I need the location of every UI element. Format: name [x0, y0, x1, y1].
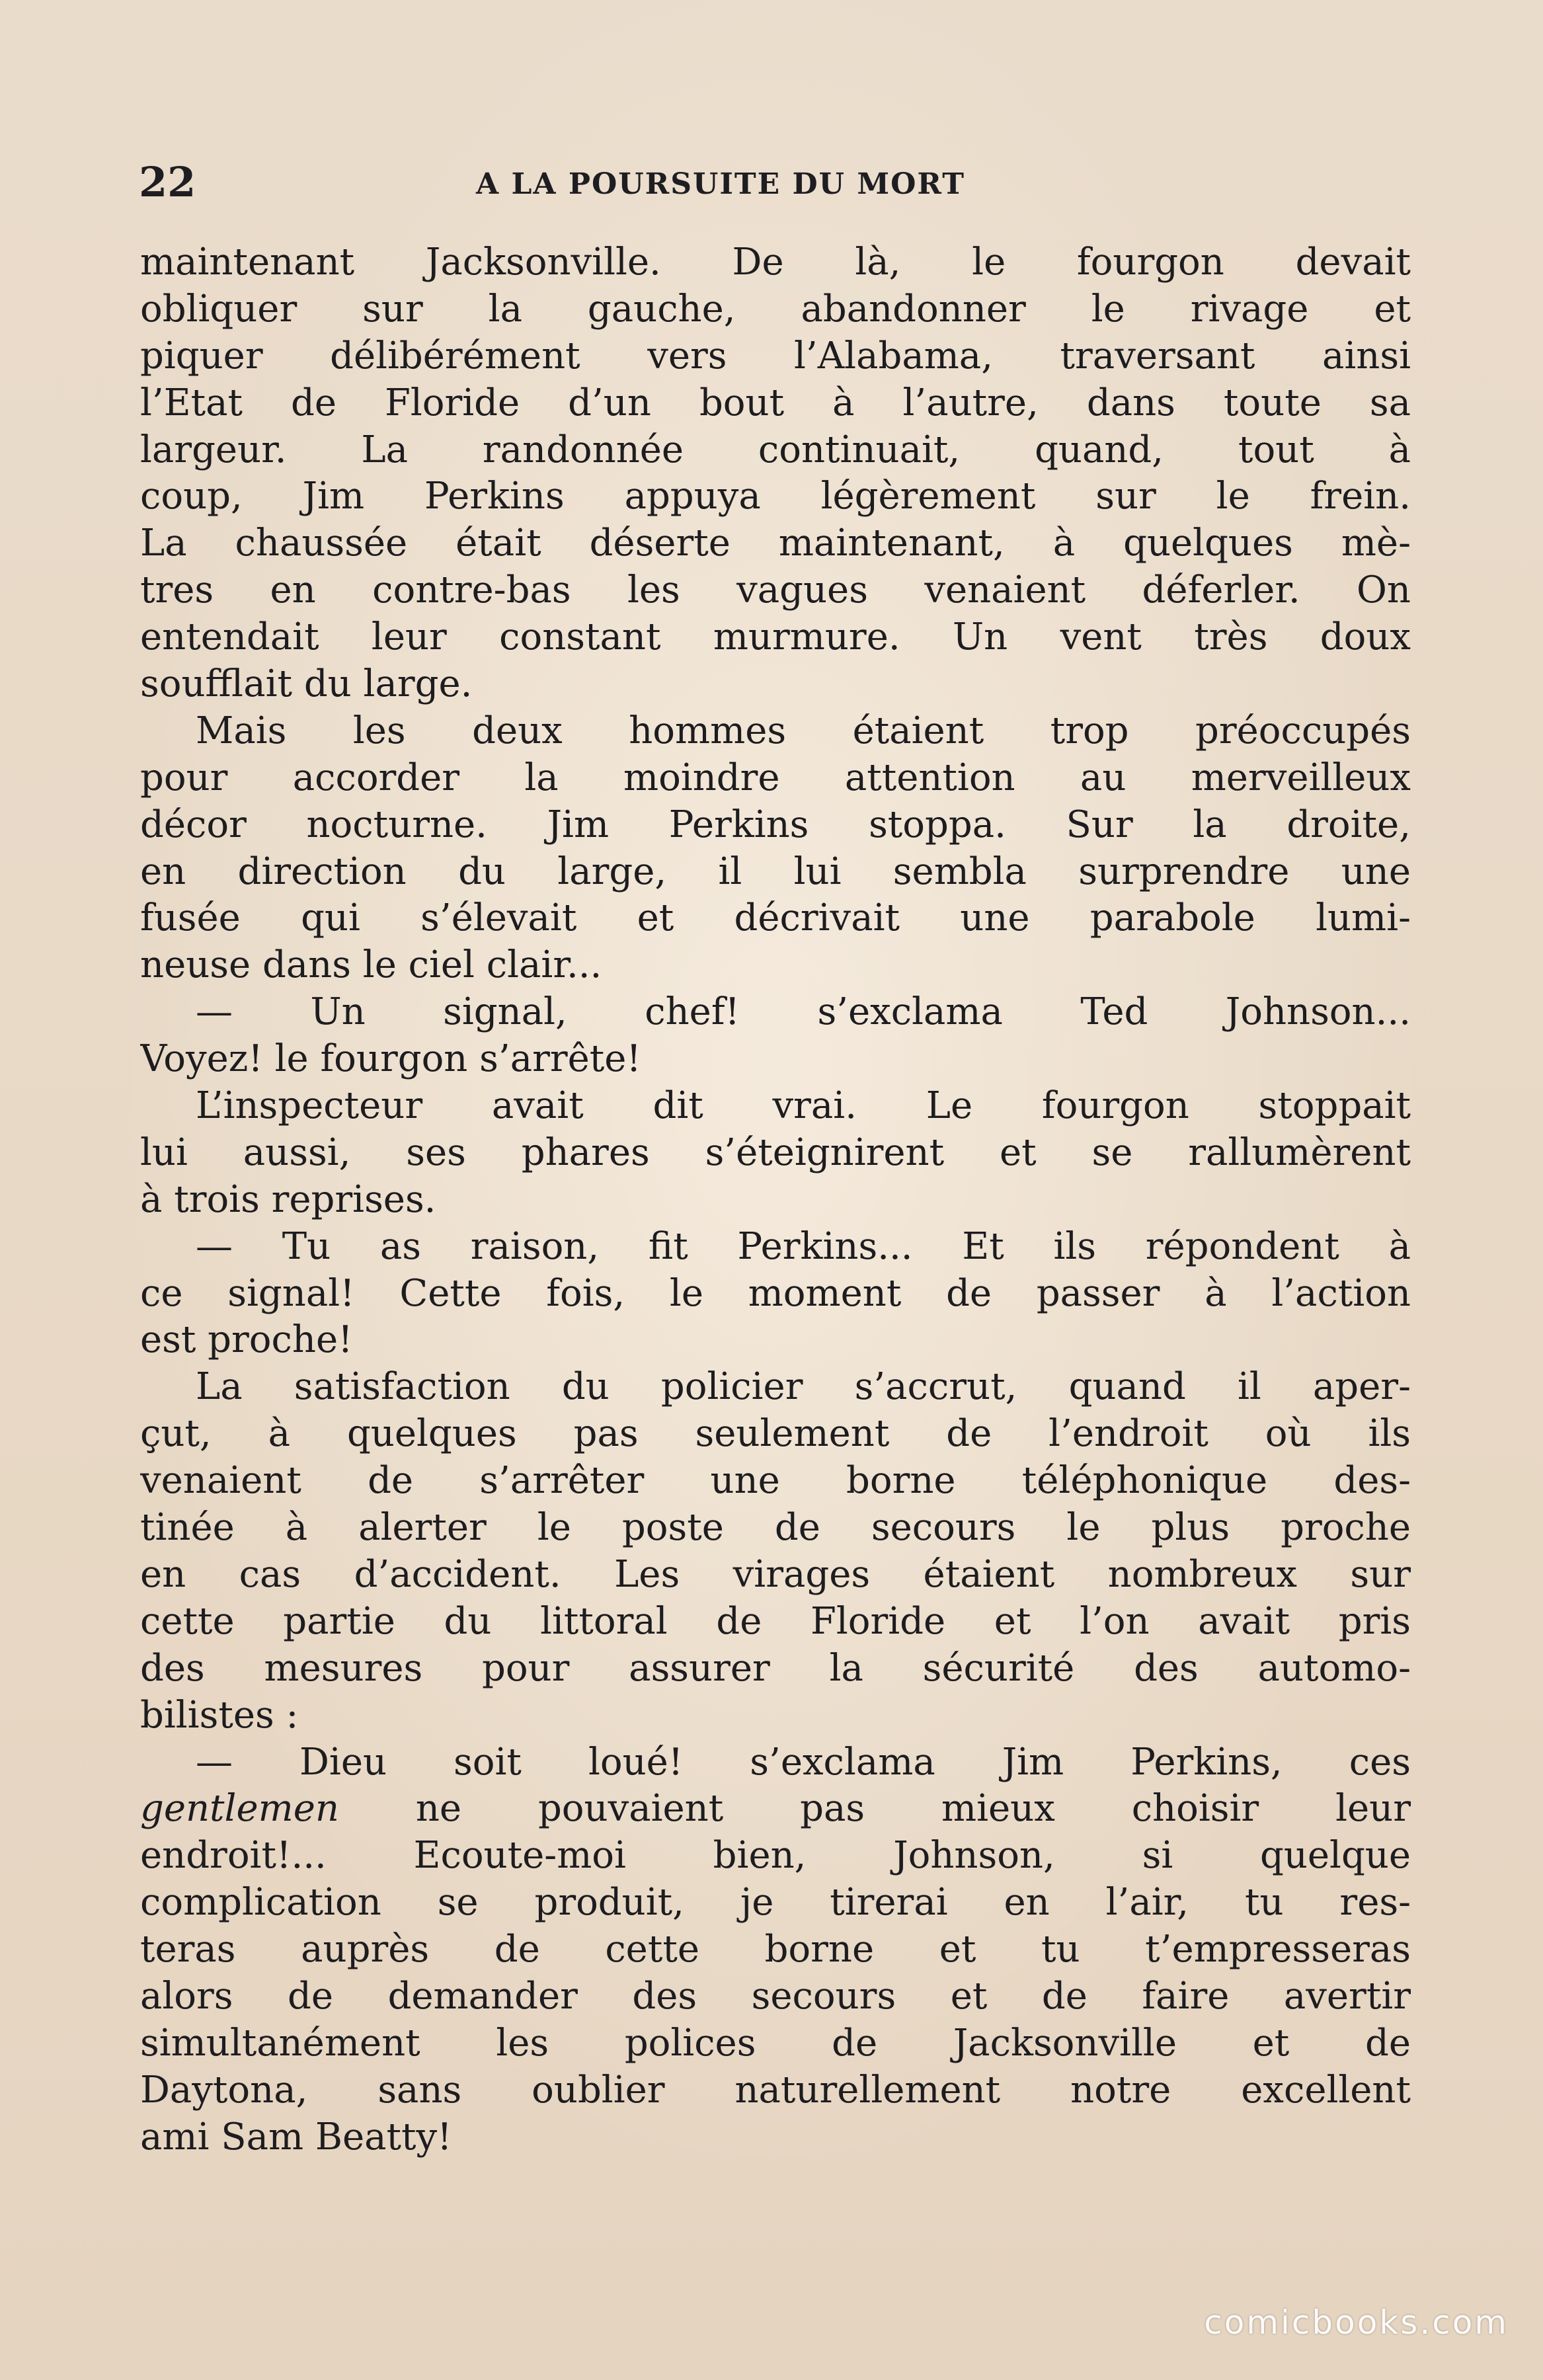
text-line: en cas d’accident. Les virages étaient nombreux sur — [140, 1552, 1411, 1596]
text-line: en direction du large, il lui sembla surprendre une — [140, 850, 1411, 893]
running-title: A LA POURSUITE DU MORT — [476, 167, 965, 201]
text-line: maintenant Jacksonville. De là, le fourgon devait — [140, 241, 1411, 284]
text-line: l’Etat de Floride d’un bout à l’autre, dans toute sa — [140, 381, 1411, 424]
text-line: tres en contre-bas les vagues venaient déferler. On — [140, 569, 1411, 612]
text-line: alors de demander des secours et de faire avertir — [140, 1974, 1411, 2018]
text-line: piquer délibérément vers l’Alabama, traversant ainsi — [140, 334, 1411, 377]
text-line: La chaussée était déserte maintenant, à quelques mè- — [140, 522, 1411, 565]
text-line: des mesures pour assurer la sécurité des automo- — [140, 1646, 1411, 1690]
italic-word: gentlemen — [140, 1787, 339, 1831]
text-line-rest: ne pouvaient pas mieux choisir leur — [415, 1787, 1411, 1831]
text-line: fusée qui s’élevait et décrivait une parabole lumi- — [140, 896, 1411, 940]
text-line: endroit!... Ecoute-moi bien, Johnson, si quelque — [140, 1834, 1411, 1878]
page-header — [139, 156, 1408, 209]
text-line: simultanément les polices de Jacksonville et de — [140, 2021, 1411, 2065]
watermark: comicbooks.com — [1204, 2303, 1509, 2342]
text-line: Voyez! le fourgon s’arrête! — [140, 1037, 641, 1081]
text-line: La satisfaction du policier s’accrut, quand il aper- — [196, 1365, 1411, 1409]
text-line: tinée à alerter le poste de secours le plus proche — [140, 1506, 1411, 1550]
text-line: — Dieu soit loué! s’exclama Jim Perkins, ces — [196, 1740, 1411, 1784]
text-line-with-italic — [140, 1786, 1411, 1833]
text-line: ami Sam Beatty! — [140, 2115, 452, 2159]
text-line: pour accorder la moindre attention au merveilleux — [140, 756, 1411, 799]
text-line: teras auprès de cette borne et tu t’empresseras — [140, 1928, 1411, 1971]
body-text — [140, 239, 1411, 2161]
text-line: largeur. La randonnée continuait, quand, tout à — [140, 428, 1411, 471]
text-line: L’inspecteur avait dit vrai. Le fourgon stoppait — [196, 1084, 1411, 1128]
text-line: complication se produit, je tirerai en l’air, tu res- — [140, 1881, 1411, 1924]
text-line: neuse dans le ciel clair... — [140, 943, 602, 987]
page-number: 22 — [139, 158, 196, 206]
text-line: soufflait du large. — [140, 662, 473, 706]
text-line: à trois reprises. — [140, 1177, 436, 1221]
text-line: Daytona, sans oublier naturellement notre excellent — [140, 2068, 1411, 2112]
text-line: venaient de s’arrêter une borne téléphonique des- — [140, 1459, 1411, 1503]
text-line: çut, à quelques pas seulement de l’endroit où ils — [140, 1412, 1411, 1456]
text-line: ce signal! Cette fois, le moment de passer à l’action — [140, 1271, 1411, 1315]
text-line: Mais les deux hommes étaient trop préoccupés — [196, 709, 1411, 752]
text-line: obliquer sur la gauche, abandonner le rivage et — [140, 287, 1411, 331]
text-line: coup, Jim Perkins appuya légèrement sur le frein. — [140, 475, 1411, 518]
text-line: entendait leur constant murmure. Un vent très doux — [140, 615, 1411, 659]
text-line: bilistes : — [140, 1693, 299, 1737]
text-line: décor nocturne. Jim Perkins stoppa. Sur la droite, — [140, 803, 1411, 846]
text-line: — Un signal, chef! s’exclama Ted Johnson... — [196, 990, 1411, 1034]
text-line: est proche! — [140, 1318, 353, 1362]
text-line: cette partie du littoral de Floride et l’on avait pris — [140, 1599, 1411, 1643]
text-line: — Tu as raison, fit Perkins... Et ils répondent à — [196, 1224, 1411, 1268]
text-line: lui aussi, ses phares s’éteignirent et se rallumèrent — [140, 1130, 1411, 1174]
